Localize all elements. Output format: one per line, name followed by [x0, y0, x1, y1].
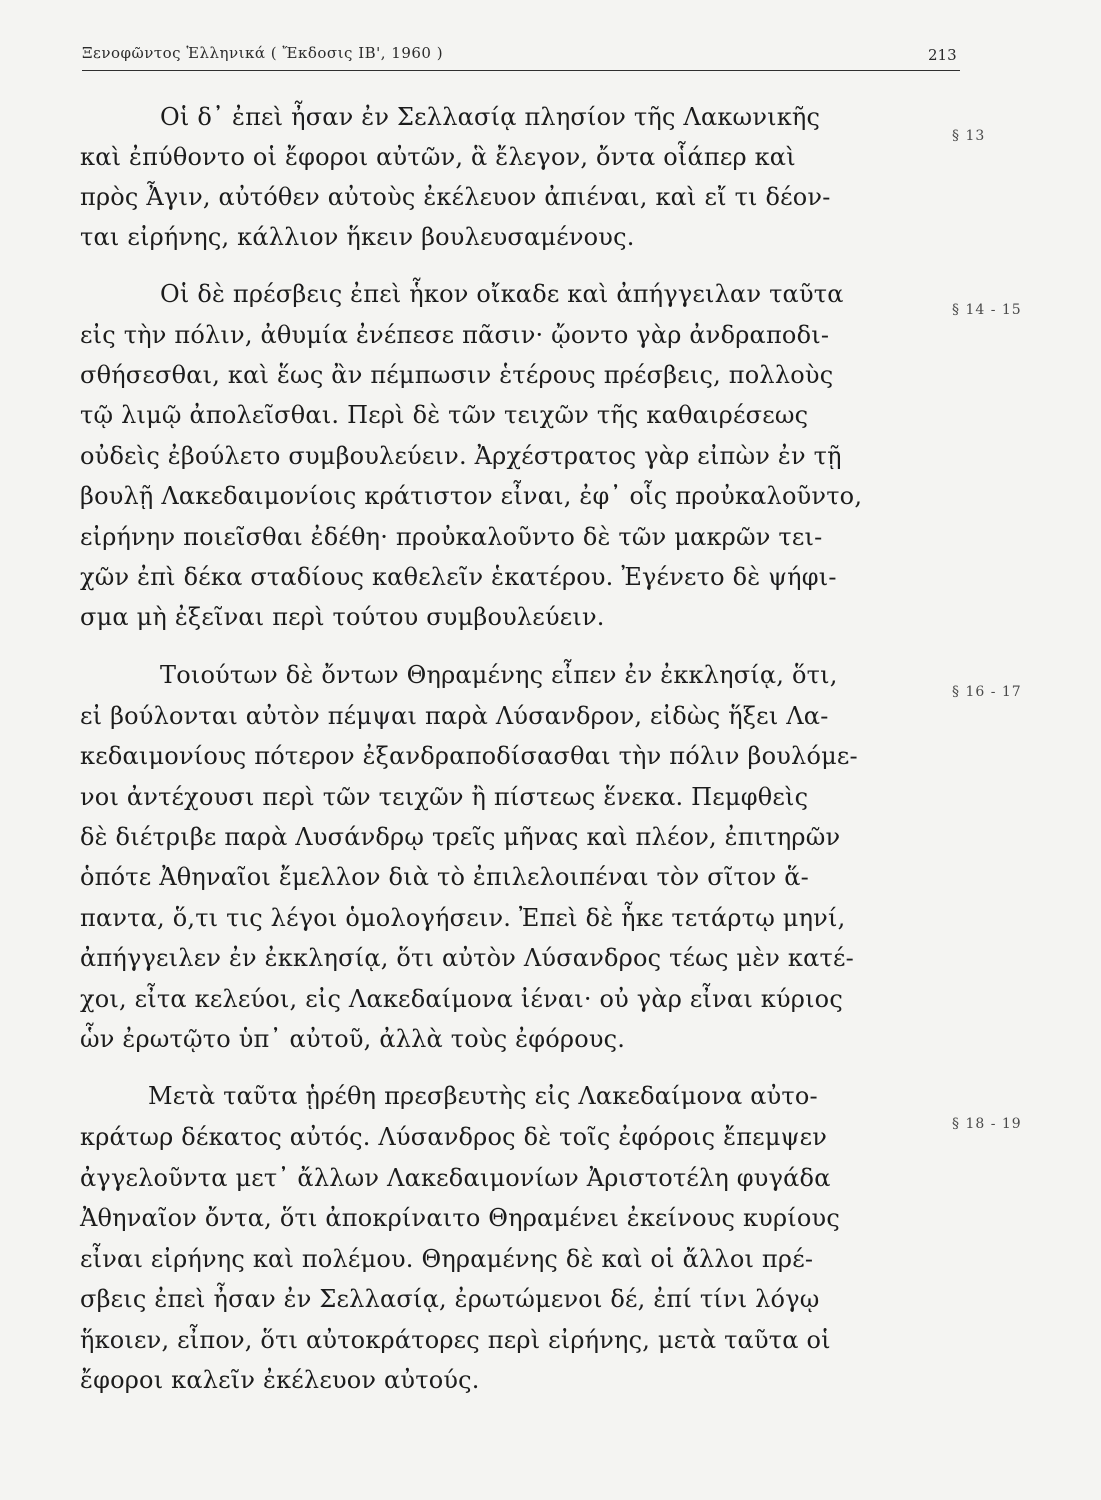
- text-line: εἶναι εἰρήνης καὶ πολέμου. Θηραμένης δὲ καὶ οἱ ἄλλοι πρέ-: [80, 1245, 814, 1273]
- text-line: ὧν ἐρωτῷτο ὑπ᾽ αὐτοῦ, ἀλλὰ τοὺς ἐφόρους.: [80, 1025, 626, 1053]
- section-ref: § 13: [952, 128, 986, 144]
- text-line: βουλῇ Λακεδαιμονίοις κράτιστον εἶναι, ἐφ᾽ οἷς προὐκαλοῦντο,: [80, 482, 863, 510]
- text-line: οὐδεὶς ἐβούλετο συμβουλεύειν. Ἀρχέστρατος γὰρ εἰπὼν ἐν τῇ: [80, 442, 842, 470]
- text-line: σμα μὴ ἐξεῖναι περὶ τούτου συμβουλεύειν.: [80, 603, 605, 631]
- text-line: σθήσεσθαι, καὶ ἕως ἂν πέμπωσιν ἑτέρους πρέσβεις, πολλοὺς: [80, 361, 834, 389]
- text-line: εἰς τὴν πόλιν, ἀθυμία ἐνέπεσε πᾶσιν· ᾤοντο γὰρ ἀνδραποδι-: [80, 321, 830, 349]
- text-line: Ἀθηναῖον ὄντα, ὅτι ἀποκρίναιτο Θηραμένει ἐκείνους κυρίους: [80, 1204, 840, 1232]
- header-rule: [82, 70, 960, 71]
- text-line: εἰ βούλονται αὐτὸν πέμψαι παρὰ Λύσανδρον, εἰδὼς ἥξει Λα-: [80, 702, 829, 730]
- text-line: ἀπήγγειλεν ἐν ἐκκλησίᾳ, ὅτι αὐτὸν Λύσανδρος τέως μὲν κατέ-: [80, 944, 854, 972]
- text-line: τῷ λιμῷ ἀπολεῖσθαι. Περὶ δὲ τῶν τειχῶν τῆς καθαιρέσεως: [80, 401, 809, 429]
- text-line: κράτωρ δέκατος αὐτός. Λύσανδρος δὲ τοῖς ἐφόροις ἔπεμψεν: [80, 1123, 828, 1151]
- text-line: καὶ ἐπύθοντο οἱ ἔφοροι αὐτῶν, ἃ ἔλεγον, ὄντα οἷάπερ καὶ: [80, 143, 796, 171]
- text-line: πρὸς Ἆγιν, αὐτόθεν αὐτοὺς ἐκέλευον ἀπιέναι, καὶ εἴ τι δέον-: [80, 183, 831, 211]
- text-line: κεδαιμονίους πότερον ἐξανδραποδίσασθαι τὴν πόλιν βουλόμε-: [80, 742, 858, 770]
- text-line: ὁπότε Ἀθηναῖοι ἔμελλον διὰ τὸ ἐπιλελοιπέναι τὸν σῖτον ἅ-: [80, 863, 809, 891]
- section-ref: § 18 - 19: [952, 1116, 1022, 1132]
- section-ref: § 16 - 17: [952, 684, 1022, 700]
- text-line: Οἱ δὲ πρέσβεις ἐπεὶ ἧκον οἴκαδε καὶ ἀπήγγειλαν ταῦτα: [160, 280, 844, 308]
- text-line: Μετὰ ταῦτα ᾑρέθη πρεσβευτὴς εἰς Λακεδαίμονα αὐτο-: [148, 1082, 818, 1110]
- text-line: σβεις ἐπεὶ ἦσαν ἐν Σελλασίᾳ, ἐρωτώμενοι δέ, ἐπί τίνι λόγῳ: [80, 1285, 820, 1313]
- running-head: Ξενοφῶντος Ἑλληνικά ( Ἔκδοσις ΙΒ', 1960 ): [82, 44, 444, 62]
- page-number: 213: [928, 46, 957, 64]
- text-line: ἔφοροι καλεῖν ἐκέλευον αὐτούς.: [80, 1366, 480, 1394]
- text-line: παντα, ὅ,τι τις λέγοι ὁμολογήσειν. Ἐπεὶ δὲ ἧκε τετάρτῳ μηνί,: [80, 904, 846, 932]
- text-line: ἥκοιεν, εἶπον, ὅτι αὐτοκράτορες περὶ εἰρήνης, μετὰ ταῦτα οἱ: [80, 1326, 831, 1354]
- text-line: δὲ διέτριβε παρὰ Λυσάνδρῳ τρεῖς μῆνας καὶ πλέον, ἐπιτηρῶν: [80, 823, 841, 851]
- text-line: εἰρήνην ποιεῖσθαι ἐδέθη· προὐκαλοῦντο δὲ τῶν μακρῶν τει-: [80, 523, 823, 551]
- text-line: ἀγγελοῦντα μετ᾽ ἄλλων Λακεδαιμονίων Ἀριστοτέλη φυγάδα: [80, 1164, 831, 1192]
- text-line: νοι ἀντέχουσι περὶ τῶν τειχῶν ἢ πίστεως ἕνεκα. Πεμφθεὶς: [80, 783, 809, 811]
- text-line: Τοιούτων δὲ ὄντων Θηραμένης εἶπεν ἐν ἐκκλησίᾳ, ὅτι,: [160, 661, 838, 689]
- text-line: χοι, εἶτα κελεύοι, εἰς Λακεδαίμονα ἰέναι· οὐ γὰρ εἶναι κύριος: [80, 985, 843, 1013]
- text-line: Οἱ δ᾽ ἐπεὶ ἦσαν ἐν Σελλασίᾳ πλησίον τῆς Λακωνικῆς: [160, 103, 821, 131]
- text-line: χῶν ἐπὶ δέκα σταδίους καθελεῖν ἑκατέρου. Ἐγένετο δὲ ψήφι-: [80, 563, 837, 591]
- text-line: ται εἰρήνης, κάλλιον ἥκειν βουλευσαμένους.: [80, 223, 635, 251]
- section-ref: § 14 - 15: [952, 302, 1022, 318]
